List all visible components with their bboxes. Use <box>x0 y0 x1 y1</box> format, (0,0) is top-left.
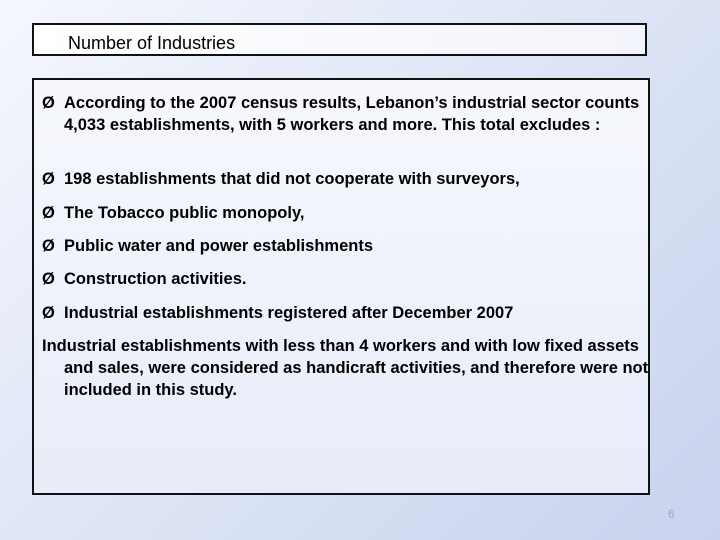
bullet-text: The Tobacco public monopoly, <box>64 204 305 222</box>
bullet-item <box>42 202 642 224</box>
bullet-text: Construction activities. <box>64 270 247 288</box>
bullet-text: Public water and power establishments <box>64 237 373 255</box>
page-number: 6 <box>668 507 675 521</box>
bullet-item <box>42 235 642 257</box>
arrow-bullet-icon: Ø <box>42 170 55 188</box>
bullet-text: 198 establishments that did not cooperate with surveyors, <box>64 170 520 188</box>
bullet-text: According to the 2007 census results, Lebanon’s industrial sector counts 4,033 establishments, with 5 workers and more. This total excludes : <box>64 94 640 134</box>
arrow-bullet-icon: Ø <box>42 237 55 255</box>
bullet-item <box>42 168 642 190</box>
bullet-item <box>42 302 642 324</box>
arrow-bullet-icon: Ø <box>42 94 55 112</box>
bullet-text: Industrial establishments registered after December 2007 <box>64 304 514 322</box>
arrow-bullet-icon: Ø <box>42 304 55 322</box>
arrow-bullet-icon: Ø <box>42 204 55 222</box>
arrow-bullet-icon: Ø <box>42 270 55 288</box>
content-box <box>32 78 650 495</box>
slide-title: Number of Industries <box>68 33 236 53</box>
bullet-item <box>42 92 642 136</box>
bullet-item <box>42 268 642 290</box>
handicraft-note: Industrial establishments with less than 4 workers and with low fixed assets and sales, were considered as handicraft activities, and therefore were not included in this study. <box>42 337 649 399</box>
slide-title-box <box>32 23 647 56</box>
